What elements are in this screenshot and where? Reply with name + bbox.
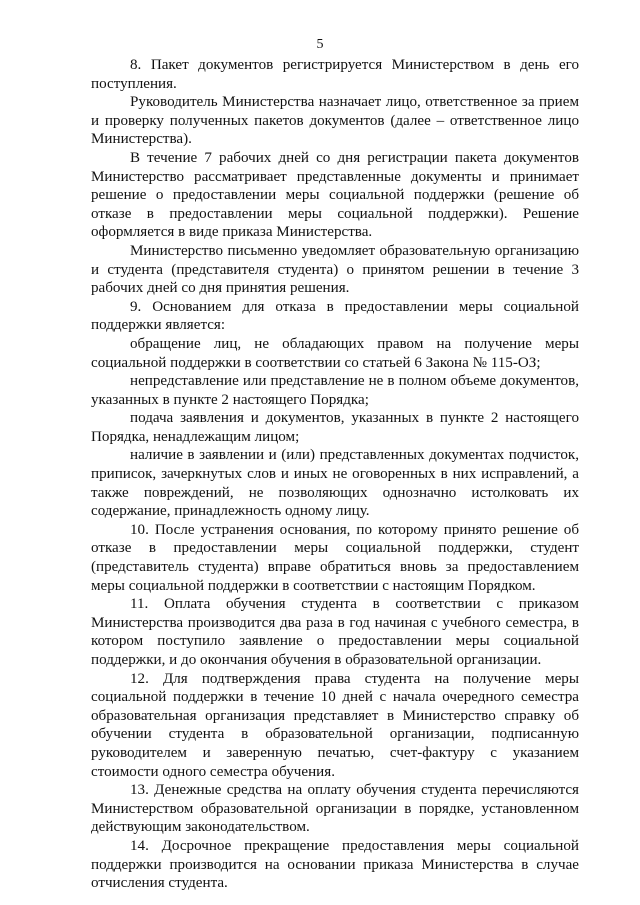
refusal-reason-1: обращение лиц, не обладающих правом на получение меры социальной поддержки в соответствии со статьей 6 Закона № 115-ОЗ;: [91, 335, 579, 371]
paragraph-14: 14. Досрочное прекращение предоставления меры социальной поддержки производится на основании приказа Министерства в случае отчисления студента.: [91, 837, 579, 892]
refusal-reason-4: наличие в заявлении и (или) представленных документах подчисток, приписок, зачеркнутых слов и иных не оговоренных в них исправлений, а также повреждений, не позволяющих однозначно истолковать их содержание, принадлежность одному лицу.: [91, 447, 579, 520]
paragraph-8: 8. Пакет документов регистрируется Министерством в день его поступления.: [91, 57, 579, 92]
paragraph-review-period: В течение 7 рабочих дней со дня регистрации пакета документов Министерство рассматривает представленные документы и принимает решение о предоставлении меры социальной поддержки (решение об отказе в предоставлении меры социальной поддержки). Решение оформляется в виде приказа Министерства.: [91, 149, 579, 241]
page-number: 5: [316, 37, 324, 52]
paragraph-12: 12. Для подтверждения права студента на получение меры социальной поддержки в течение 10 дней с начала очередного семестра образовательная организация представляет в Министерство справку об обучении студента в образовательной организации, подписанную руководителем и заверенную печатью, счет-фактуру с указанием стоимости одного семестра обучения.: [91, 670, 579, 780]
paragraph-13: 13. Денежные средства на оплату обучения студента перечисляются Министерством образовательной организации в порядке, установленном действующим законодательством.: [91, 782, 579, 836]
refusal-reason-3: подача заявления и документов, указанных в пункте 2 настоящего Порядка, ненадлежащим лицом;: [91, 410, 579, 445]
refusal-reason-2: непредставление или представление не в полном объеме документов, указанных в пункте 2 настоящего Порядка;: [91, 373, 579, 408]
paragraph-responsible-person: Руководитель Министерства назначает лицо, ответственное за прием и проверку полученных пакетов документов (далее – ответственное лицо Министерства).: [91, 94, 579, 148]
paragraph-11: 11. Оплата обучения студента в соответствии с приказом Министерства производится два раза в год начиная с учебного семестра, в котором поступило заявление о предоставлении меры социальной поддержки, и до окончания обучения в образовательной организации.: [91, 596, 579, 668]
paragraph-9: 9. Основанием для отказа в предоставлении меры социальной поддержки является:: [91, 298, 579, 334]
paragraph-notification: Министерство письменно уведомляет образовательную организацию и студента (представителя студента) о принятом решении в течение 3 рабочих дней со дня принятия решения.: [91, 242, 579, 297]
paragraph-10: 10. После устранения основания, по которому принято решение об отказе в предоставлении меры социальной поддержки, студент (представитель студента) вправе обратиться вновь за предоставлением меры социальной поддержки в соответствии с настоящим Порядком.: [91, 521, 579, 594]
document-body: [91, 56, 579, 893]
